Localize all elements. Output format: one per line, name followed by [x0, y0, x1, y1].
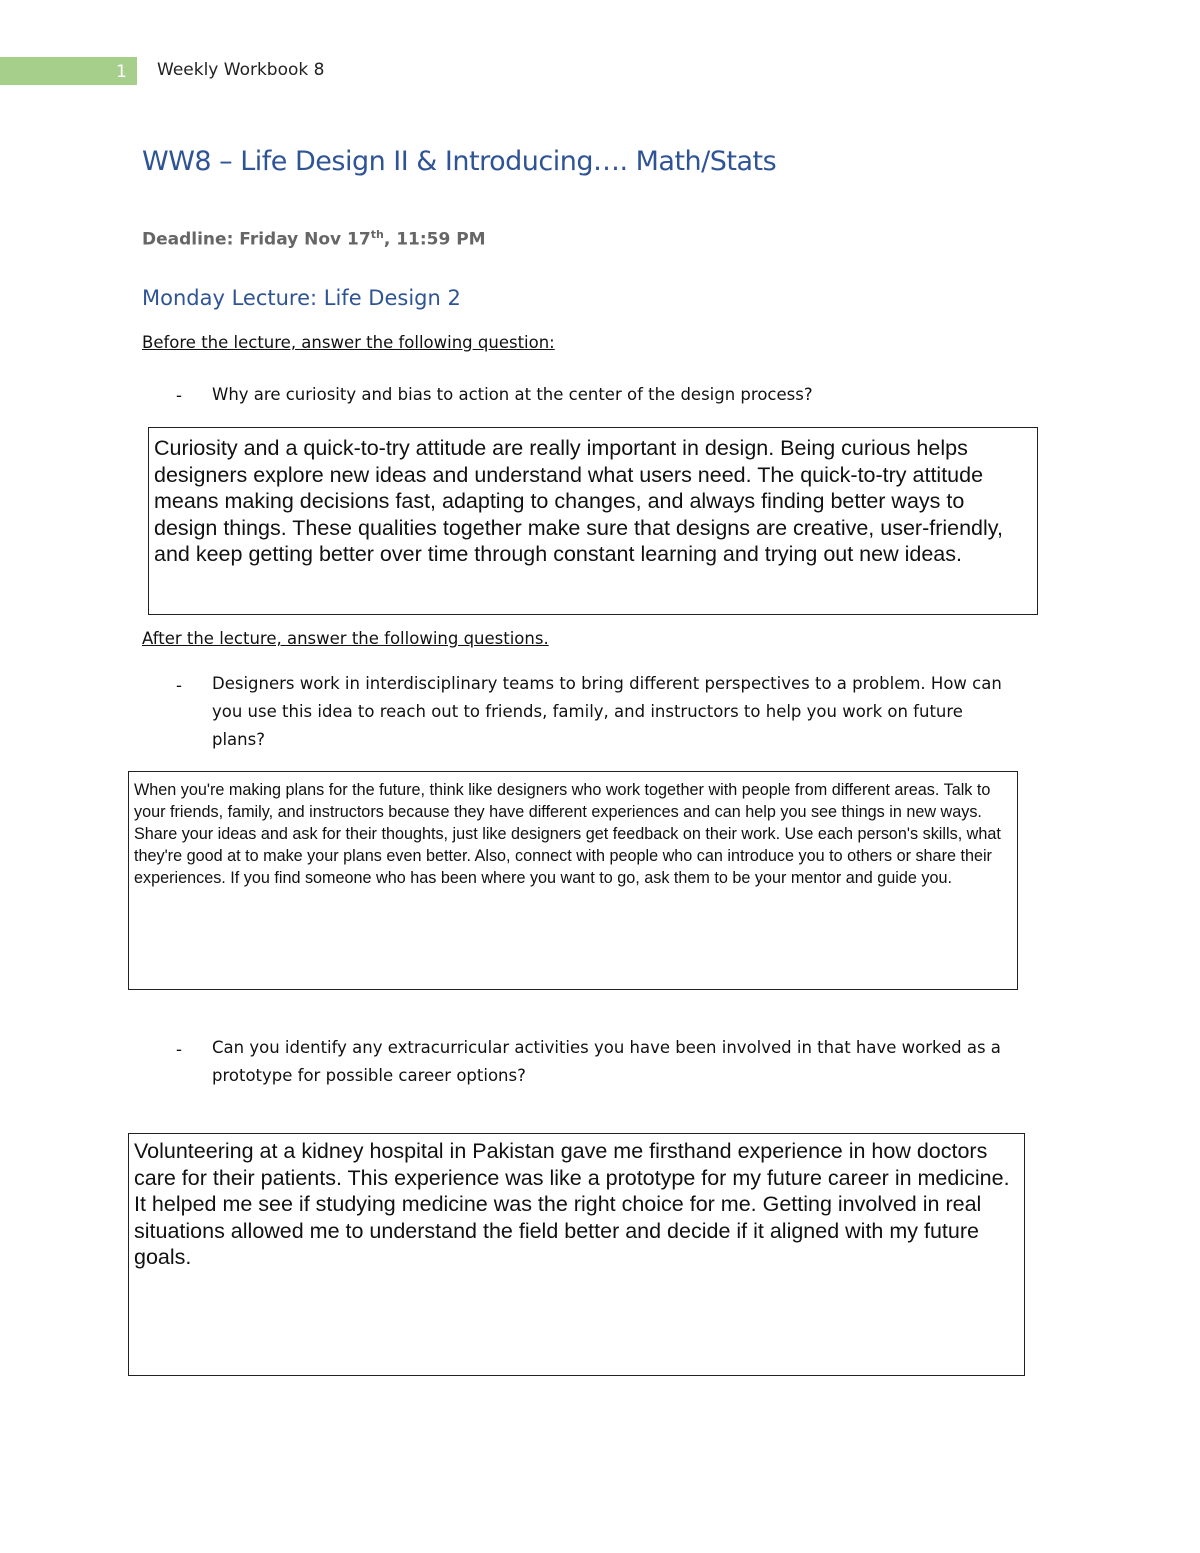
question-2: [212, 670, 1002, 754]
question-line: Designers work in interdisciplinary teams to bring different perspectives to a problem. How can: [212, 674, 1002, 693]
question-bullet: -: [176, 676, 182, 695]
question-line: prototype for possible career options?: [212, 1066, 526, 1085]
question-bullet: -: [176, 1040, 182, 1059]
section-heading: Monday Lecture: Life Design 2: [142, 286, 461, 310]
deadline-label: Deadline: [142, 229, 227, 250]
deadline-date: : Friday Nov 17: [226, 229, 371, 250]
after-lecture-instruction: After the lecture, answer the following questions.: [142, 629, 549, 648]
deadline-ordinal: th: [370, 228, 384, 241]
deadline-time: , 11:59 PM: [383, 229, 486, 250]
answer-box-3[interactable]: Volunteering at a kidney hospital in Pakistan gave me firsthand experience in how doctors care for their patients. This experience was like a prototype for my future career in medicine. It helped me see if studying medicine was the right choice for me. Getting involved in real situations allowed me to understand the field better and decide if it aligned with my future goals.: [128, 1133, 1025, 1376]
deadline: [142, 228, 486, 250]
page-number: 1: [116, 62, 127, 82]
question-1: [212, 381, 813, 409]
question-line: plans?: [212, 730, 265, 749]
before-lecture-instruction: Before the lecture, answer the following question:: [142, 333, 555, 352]
question-line: Why are curiosity and bias to action at the center of the design process?: [212, 385, 813, 404]
question-line: you use this idea to reach out to friends, family, and instructors to help you work on future: [212, 702, 963, 721]
header-title: Weekly Workbook 8: [157, 60, 325, 80]
document-title: WW8 – Life Design II & Introducing…. Math/Stats: [142, 146, 777, 177]
question-line: Can you identify any extracurricular activities you have been involved in that have worked as a: [212, 1038, 1001, 1057]
question-bullet: -: [176, 386, 182, 405]
answer-box-1[interactable]: Curiosity and a quick-to-try attitude are really important in design. Being curious helps designers explore new ideas and understand what users need. The quick-to-try attitude means making decisions fast, adapting to changes, and always finding better ways to design things. These qualities together make sure that designs are creative, user-friendly, and keep getting better over time through constant learning and trying out new ideas.: [148, 427, 1038, 615]
question-3: [212, 1034, 1001, 1090]
answer-box-2[interactable]: When you're making plans for the future, think like designers who work together with people from different areas. Talk to your friends, family, and instructors because they have different experiences and can help you see things in new ways. Share your ideas and ask for their thoughts, just like designers get feedback on their work. Use each person's skills, what they're good at to make your plans even better. Also, connect with people who can introduce you to others or share their experiences. If you find someone who has been where you want to go, ask them to be your mentor and guide you.: [128, 771, 1018, 990]
